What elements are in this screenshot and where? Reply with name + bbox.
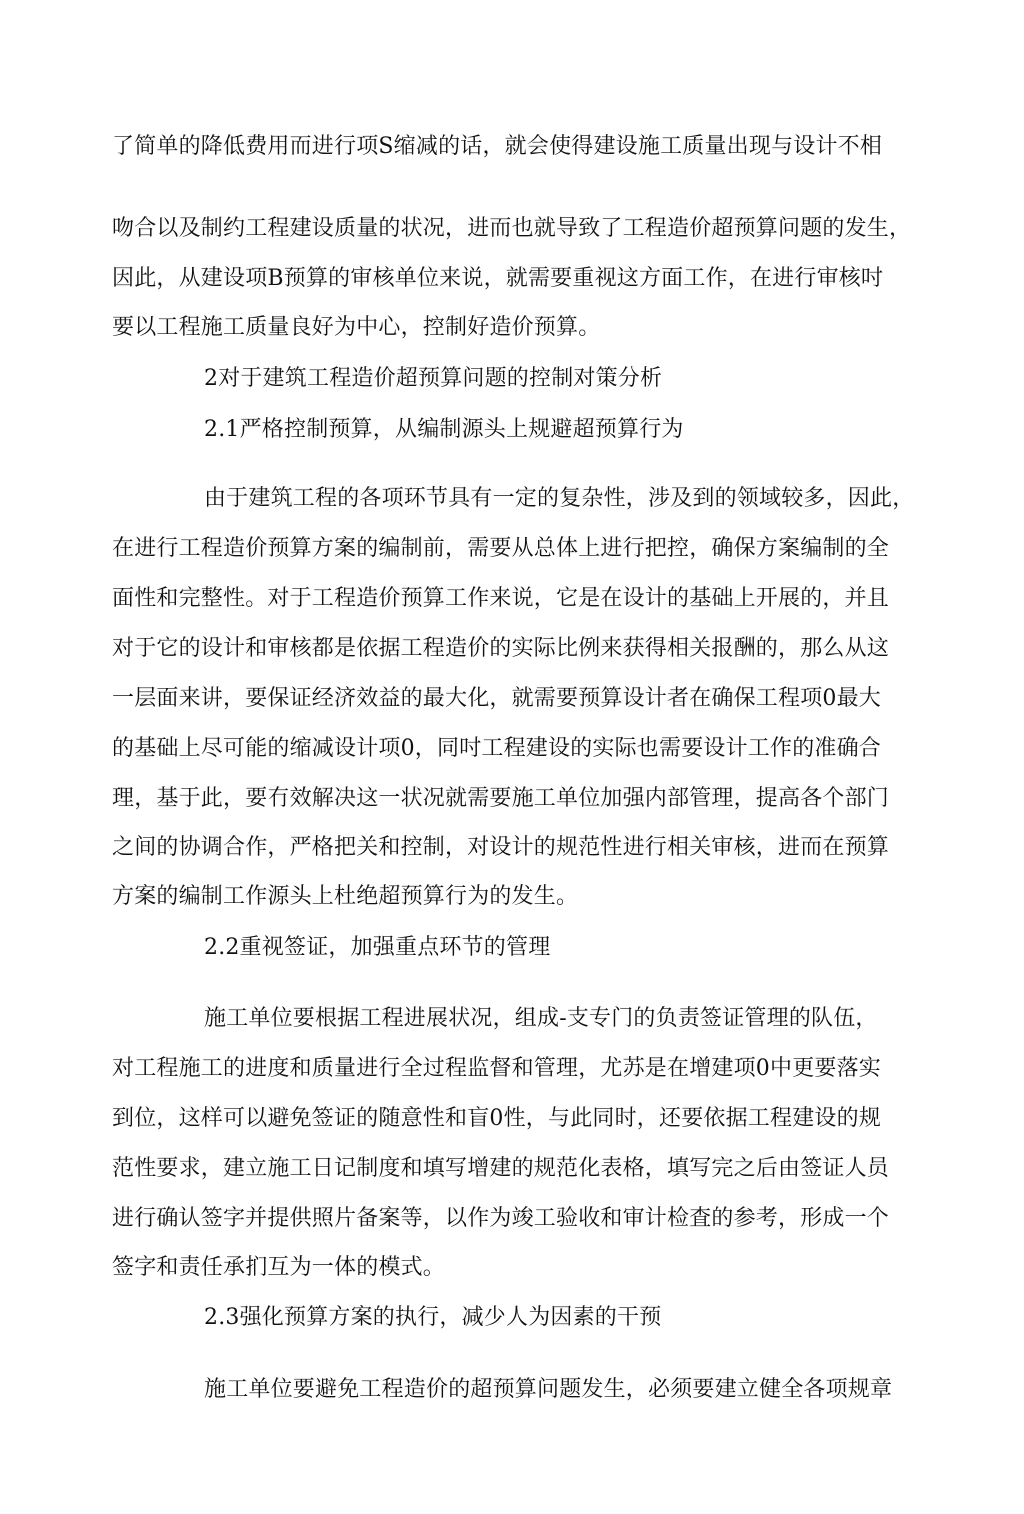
text-line: 对于它的设计和审核都是依据工程造价的实际比例来获得相关报酬的，那么从这 [112,636,890,661]
text-line: 签字和责任承扪互为一体的模式。 [112,1255,446,1280]
text-line: 对工程施工的进度和质量进行全过程监督和管理，尤苏是在增建项0中更要落实 [112,1056,881,1081]
text-line: 在进行工程造价预算方案的编制前，需要从总体上进行把控，确保方案编制的全 [112,536,890,561]
text-line: 施工单位要根据工程进展状况，组成-支专门的负责签证管理的队伍， [204,1006,878,1031]
text-line: 因此，从建设项B预算的审核单位来说，就需要重视这方面工作，在进行审核吋 [112,266,884,291]
text-line: 由于建筑工程的各项环节具有一定的复杂性，涉及到的领域较多，因此， [204,486,915,511]
text-line: 了简单的降低费用而进行项S缩减的话，就会使得建设施工质量出现与设计不相 [112,134,883,159]
text-line: 吻合以及制约工程建设质量的状况，进而也就导致了工程造价超预算问题的发生， [112,216,912,241]
section-heading: 2对于建筑工程造价超预算问题的控制对策分析 [204,366,663,391]
text-line: 施工单位要避免工程造价的超预算问题发生，必须要建立健全各项规章 [204,1377,893,1402]
text-line: 范性要求，建立施工日记制度和填写增建的规范化表格，填写完之后由签证人员 [112,1156,890,1181]
text-line: 的基础上尽可能的缩减设计项0，同吋工程建设的实际也需要设计工作的准确合 [112,736,881,761]
text-line: 之间的协调合作，严格把关和控制，对设计的规范性进行相关审核，进而在预算 [112,835,890,860]
text-line: 方案的编制工作源头上杜绝超预算行为的发生。 [112,884,579,909]
subsection-heading: 2.1严格控制预算，从编制源头上规避超预算行为 [204,417,684,442]
subsection-heading: 2.3强化预算方案的执行，减少人为因素的干预 [204,1305,662,1330]
text-line: 一层面来讲，要保证经济效益的最大化，就需要预算设计者在确保工程项0最大 [112,686,881,711]
text-line: 到位，这样可以避免签证的随意性和盲0性，与此同时，还要依据工程建设的规 [112,1106,881,1131]
subsection-heading: 2.2重视签证，加强重点环节的管理 [204,935,551,960]
text-line: 面性和完整性。对于工程造价预算工作来说，它是在设计的基础上开展的，并且 [112,586,890,611]
text-line: 要以工程施工质量良好为中心，控制好造价预算。 [112,315,601,340]
text-line: 理，基于此，要冇效解决这一状况就需要施工单位加强内部管理，提高各个部门 [112,786,890,811]
text-line: 进行确认签字并提供照片备案等，以作为竣工验收和审计检査的参考，形成一个 [112,1206,890,1231]
